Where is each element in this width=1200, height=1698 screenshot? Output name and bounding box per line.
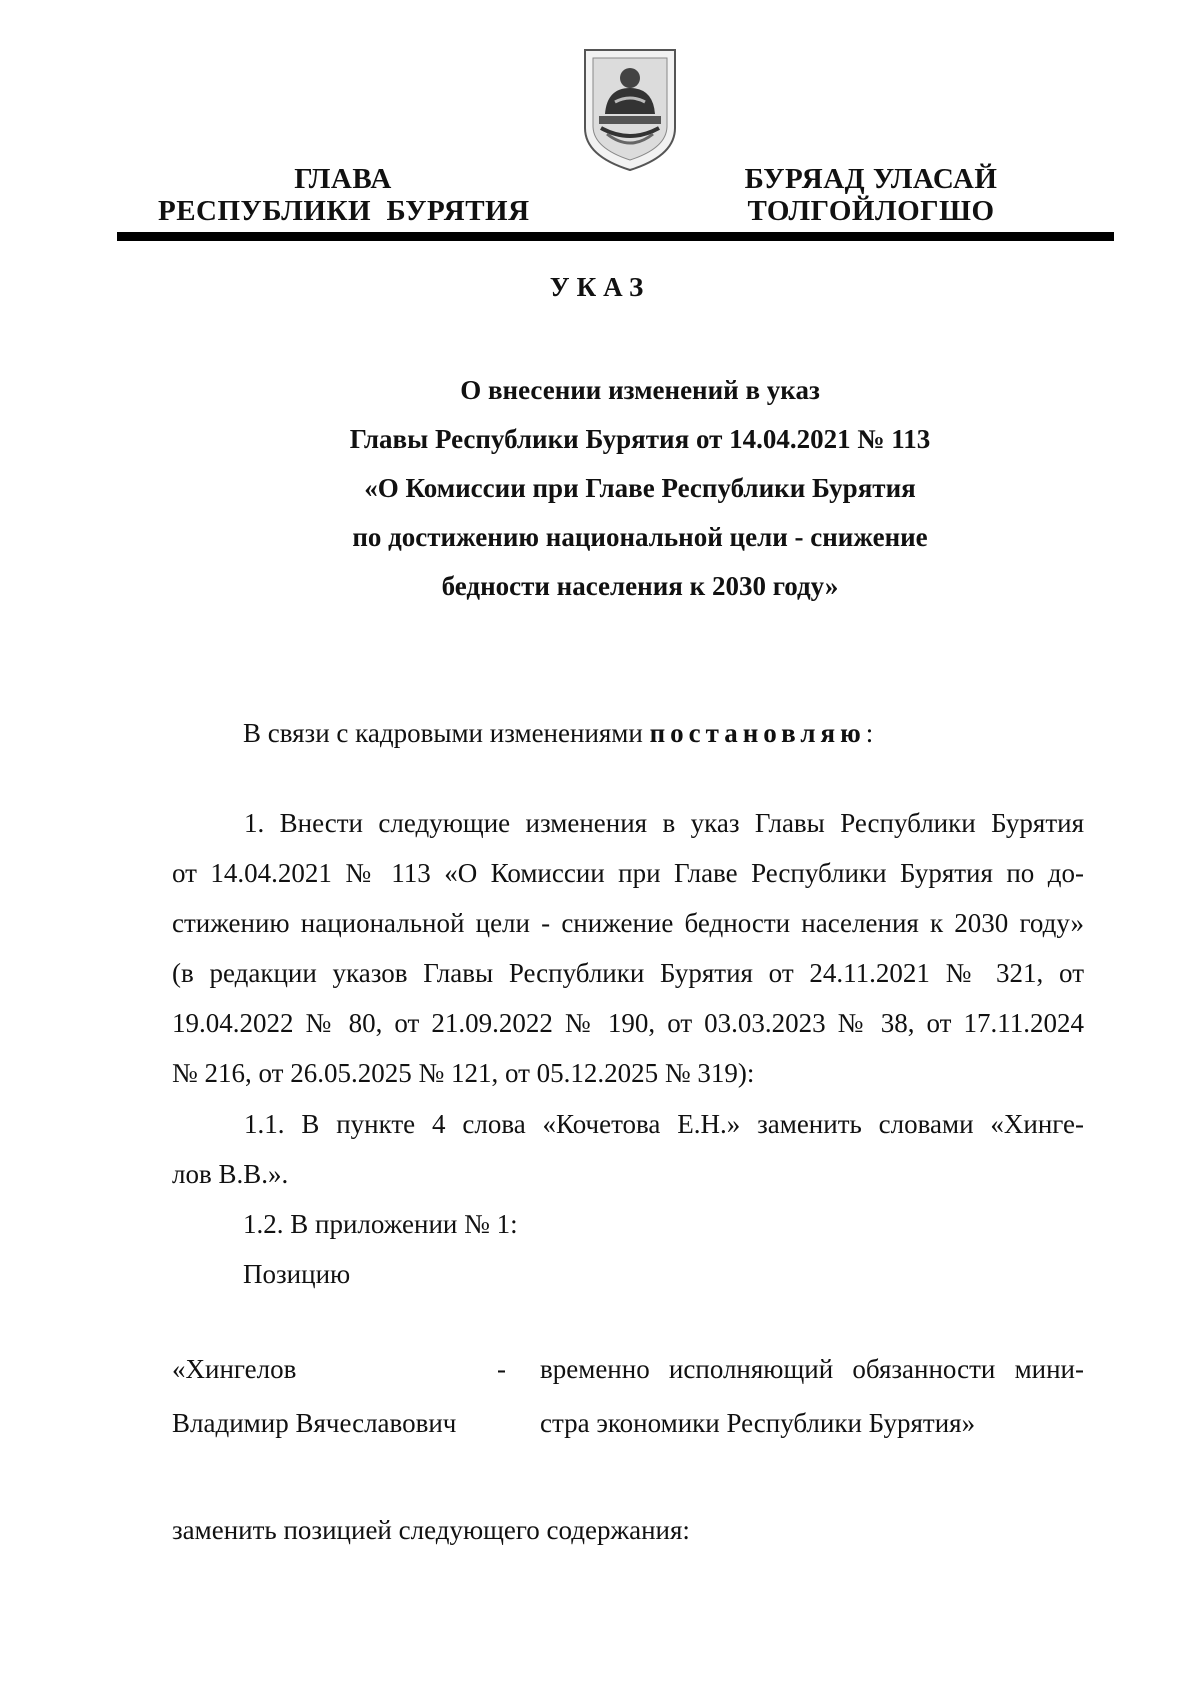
position-role-line1: временно исполняющий обязанности мини- — [540, 1354, 1084, 1384]
position-label: Позицию — [243, 1259, 351, 1289]
position-name-line2: Владимир Вячеславович — [172, 1408, 457, 1438]
header-divider — [117, 232, 1114, 241]
position-role-line2: стра экономики Республики Бурятия» — [540, 1408, 976, 1438]
header-right-line1: БУРЯАД УЛАСАЙ — [744, 163, 998, 195]
intro-emphasis: постановляю — [649, 718, 866, 748]
header-right — [720, 163, 1022, 227]
paragraph-1 — [172, 798, 1084, 1098]
coat-of-arms-icon — [577, 44, 683, 174]
title-line: бедности населения к 2030 году» — [441, 571, 839, 601]
title-line: «О Комиссии при Главе Республики Бурятия — [364, 473, 916, 503]
paragraph-line: от 14.04.2021 № 113 «О Комиссии при Главе Республики Бурятия по до- — [172, 858, 1084, 888]
header-right-line2: ТОЛГОЙЛОГШО — [747, 195, 995, 227]
intro-text: В связи с кадровыми изменениями — [243, 718, 650, 748]
paragraph-line: лов В.В.». — [172, 1159, 289, 1189]
position-name-line1: «Хингелов — [172, 1354, 297, 1384]
paragraph-line: (в редакции указов Главы Республики Бурятия от 24.11.2021 № 321, от — [172, 958, 1084, 988]
title-line: О внесении изменений в указ — [460, 375, 820, 405]
document-title — [300, 366, 980, 611]
header-left-line1: ГЛАВА — [294, 163, 392, 195]
header-left — [158, 163, 528, 227]
paragraph-line: 1.1. В пункте 4 слова «Кочетова Е.Н.» заменить словами «Хинге- — [244, 1109, 1084, 1139]
position-name — [172, 1342, 456, 1450]
paragraph-line: 19.04.2022 № 80, от 21.09.2022 № 190, от 03.03.2023 № 38, от 17.11.2024 — [172, 1008, 1084, 1038]
title-line: по достижению национальной цели - снижение — [352, 522, 928, 552]
paragraph-1-2: 1.2. В приложении № 1: — [243, 1209, 518, 1239]
document-type: УКАЗ — [549, 272, 651, 302]
position-dash: - — [497, 1354, 506, 1384]
position-role — [540, 1342, 1084, 1450]
paragraph-line: 1. Внести следующие изменения в указ Главы Республики Бурятия — [244, 808, 1084, 838]
title-line: Главы Республики Бурятия от 14.04.2021 № 113 — [349, 424, 931, 454]
paragraph-line: стижению национальной цели - снижение бедности населения к 2030 году» — [172, 908, 1084, 938]
paragraph-1-1 — [172, 1099, 1084, 1199]
paragraph-line: № 216, от 26.05.2025 № 121, от 05.12.2025 № 319): — [172, 1058, 755, 1088]
intro-paragraph — [243, 708, 873, 758]
header-left-line2: РЕСПУБЛИКИ БУРЯТИЯ — [158, 195, 530, 227]
replace-instruction: заменить позицией следующего содержания: — [172, 1515, 690, 1545]
intro-suffix: : — [865, 718, 874, 748]
